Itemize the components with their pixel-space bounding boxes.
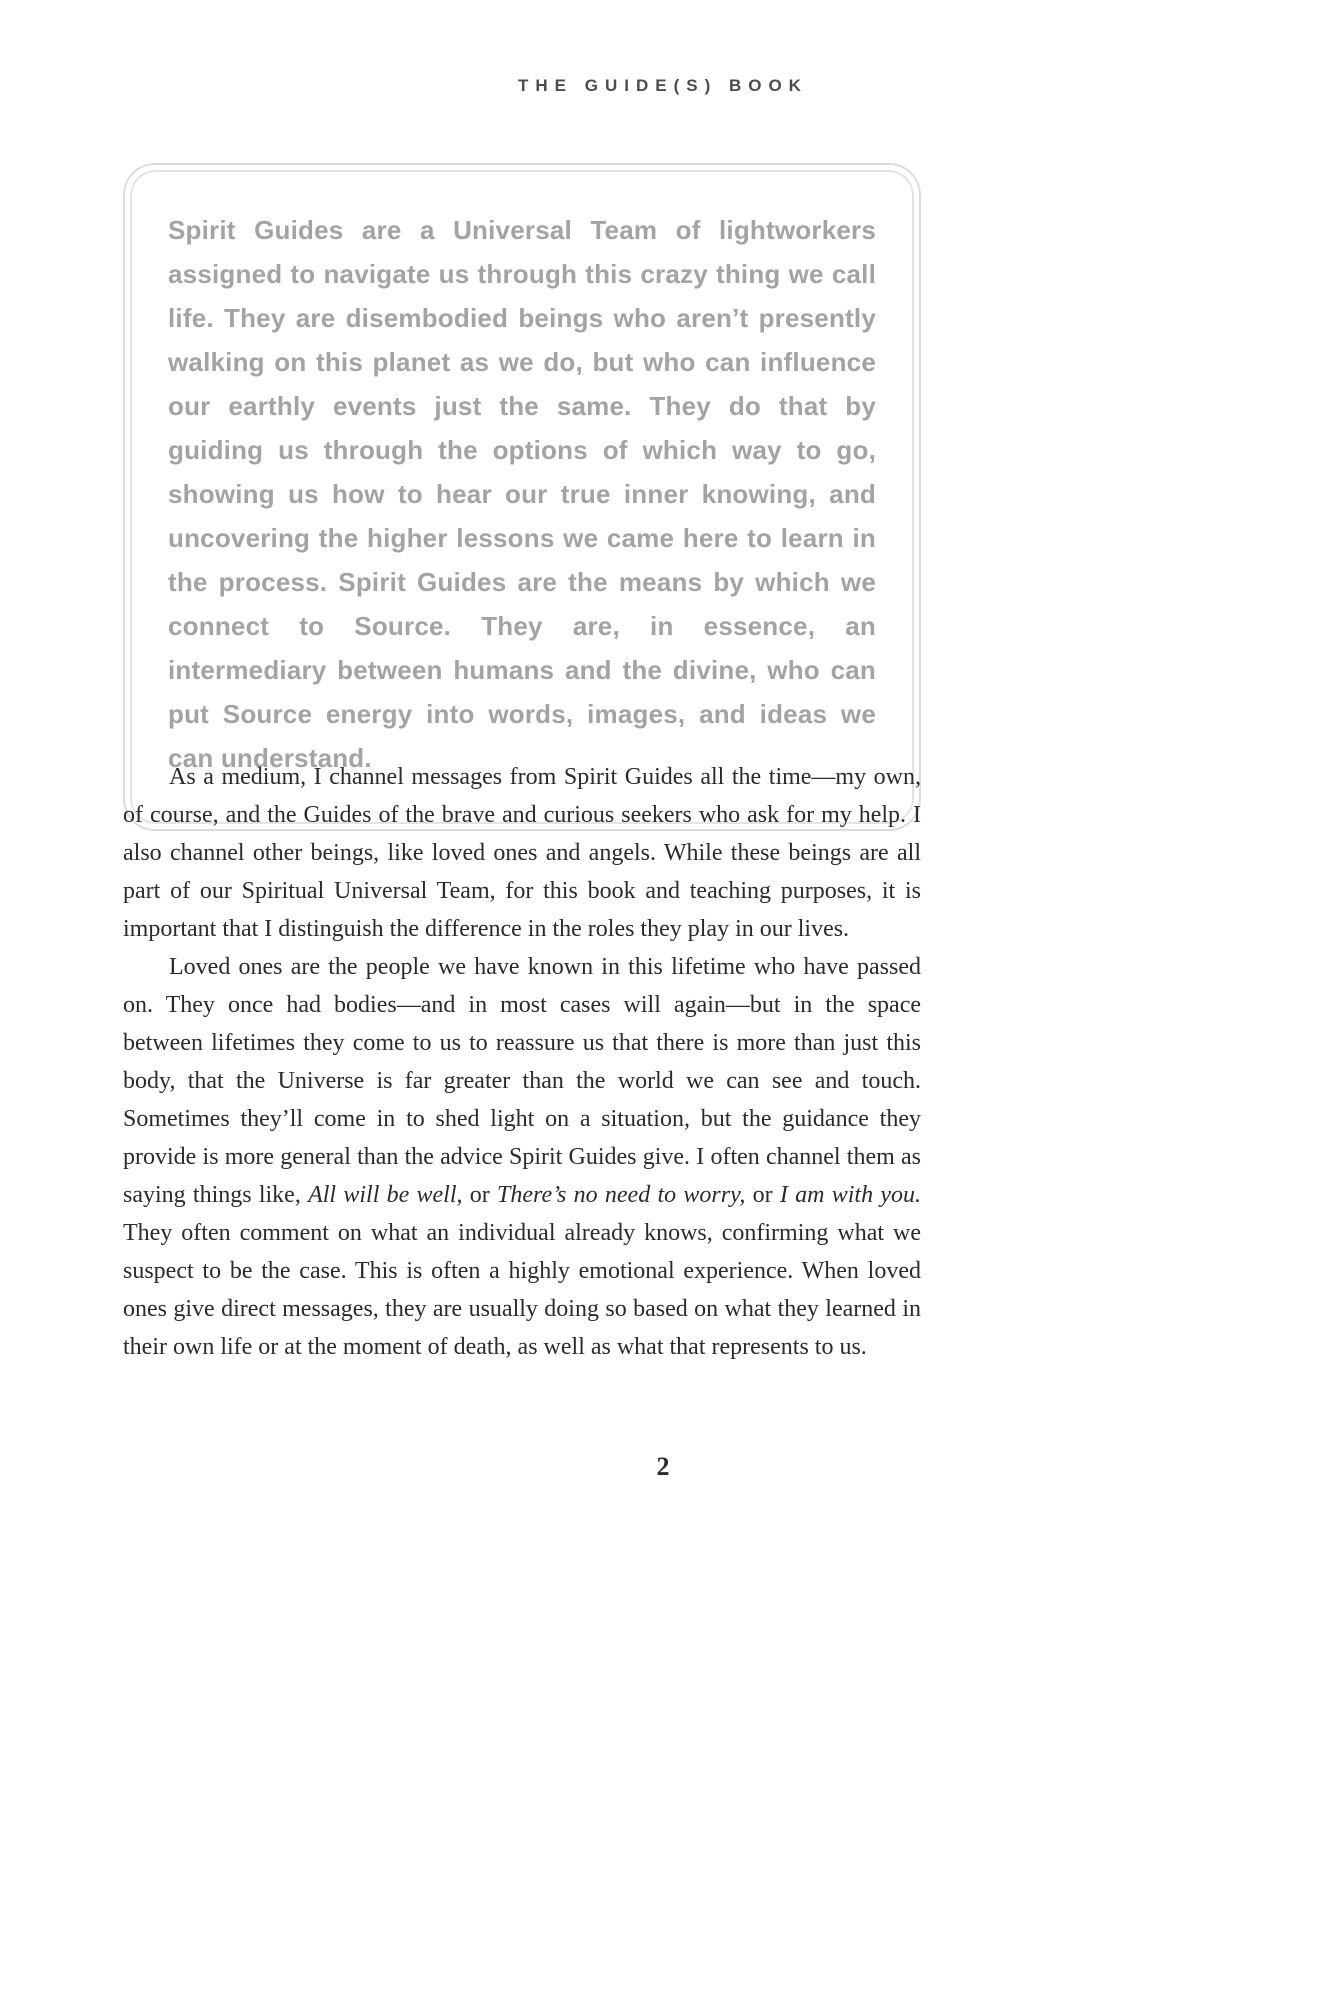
spirit-guides-callout-box — [123, 163, 921, 831]
para2-quote-no-need-to-worry: There’s no need to worry, — [497, 1182, 746, 1208]
callout-text: Spirit Guides are a Universal Team of lightworkers assigned to navigate us through this crazy thing we call life. They are disembodied beings who aren’t presently walking on this planet as we do, but who can influence our earthly events just the same. They do that by guiding us through the options of which way to go, showing us how to hear our true inner knowing, and uncovering the higher lessons we came here to learn in the process. Spirit Guides are the means by which we connect to Source. They are, in essence, an intermediary between humans and the divine, who can put Source energy into words, images, and ideas we can understand. — [168, 215, 876, 773]
para2-segment: They often comment on what an individual already knows, confirming what we suspect to be the case. This is often a highly emotional experience. When loved ones give direct messages, they are usually doing so based on what they learned in their own life or at the moment of death, as well as what that represents to us. — [123, 1220, 921, 1360]
body-text — [123, 758, 921, 1366]
page-number: 2 — [656, 1452, 670, 1481]
para2-segment: Loved ones are the people we have known in this lifetime who have passed on. They once had bodies—and in most cases will again—but in the space between lifetimes they come to us to reassure us that there is more than just this body, that the Universe is far greater than the world we can see and touch. Sometimes they’ll come in to shed light on a situation, but the guidance they provide is more general than the advice Spirit Guides give. I often channel them as saying things like, — [123, 954, 921, 1208]
para2-quote-i-am-with-you: I am with you. — [779, 1182, 922, 1208]
paragraph-loved-ones — [123, 948, 921, 1366]
callout-inner-border — [130, 170, 914, 824]
running-head: THE GUIDE(S) BOOK — [518, 76, 808, 95]
para2-segment: or — [462, 1182, 498, 1208]
para2-quote-all-will-be-well: All will be well, — [308, 1182, 463, 1208]
para2-segment: or — [745, 1182, 780, 1208]
paragraph-medium-channeling: As a medium, I channel messages from Spirit Guides all the time—my own, of course, and the Guides of the brave and curious seekers who ask for my help. I also channel other beings, like loved ones and angels. While these beings are all part of our Spiritual Universal Team, for this book and teaching purposes, it is important that I distinguish the difference in the roles they play in our lives. — [123, 764, 921, 942]
